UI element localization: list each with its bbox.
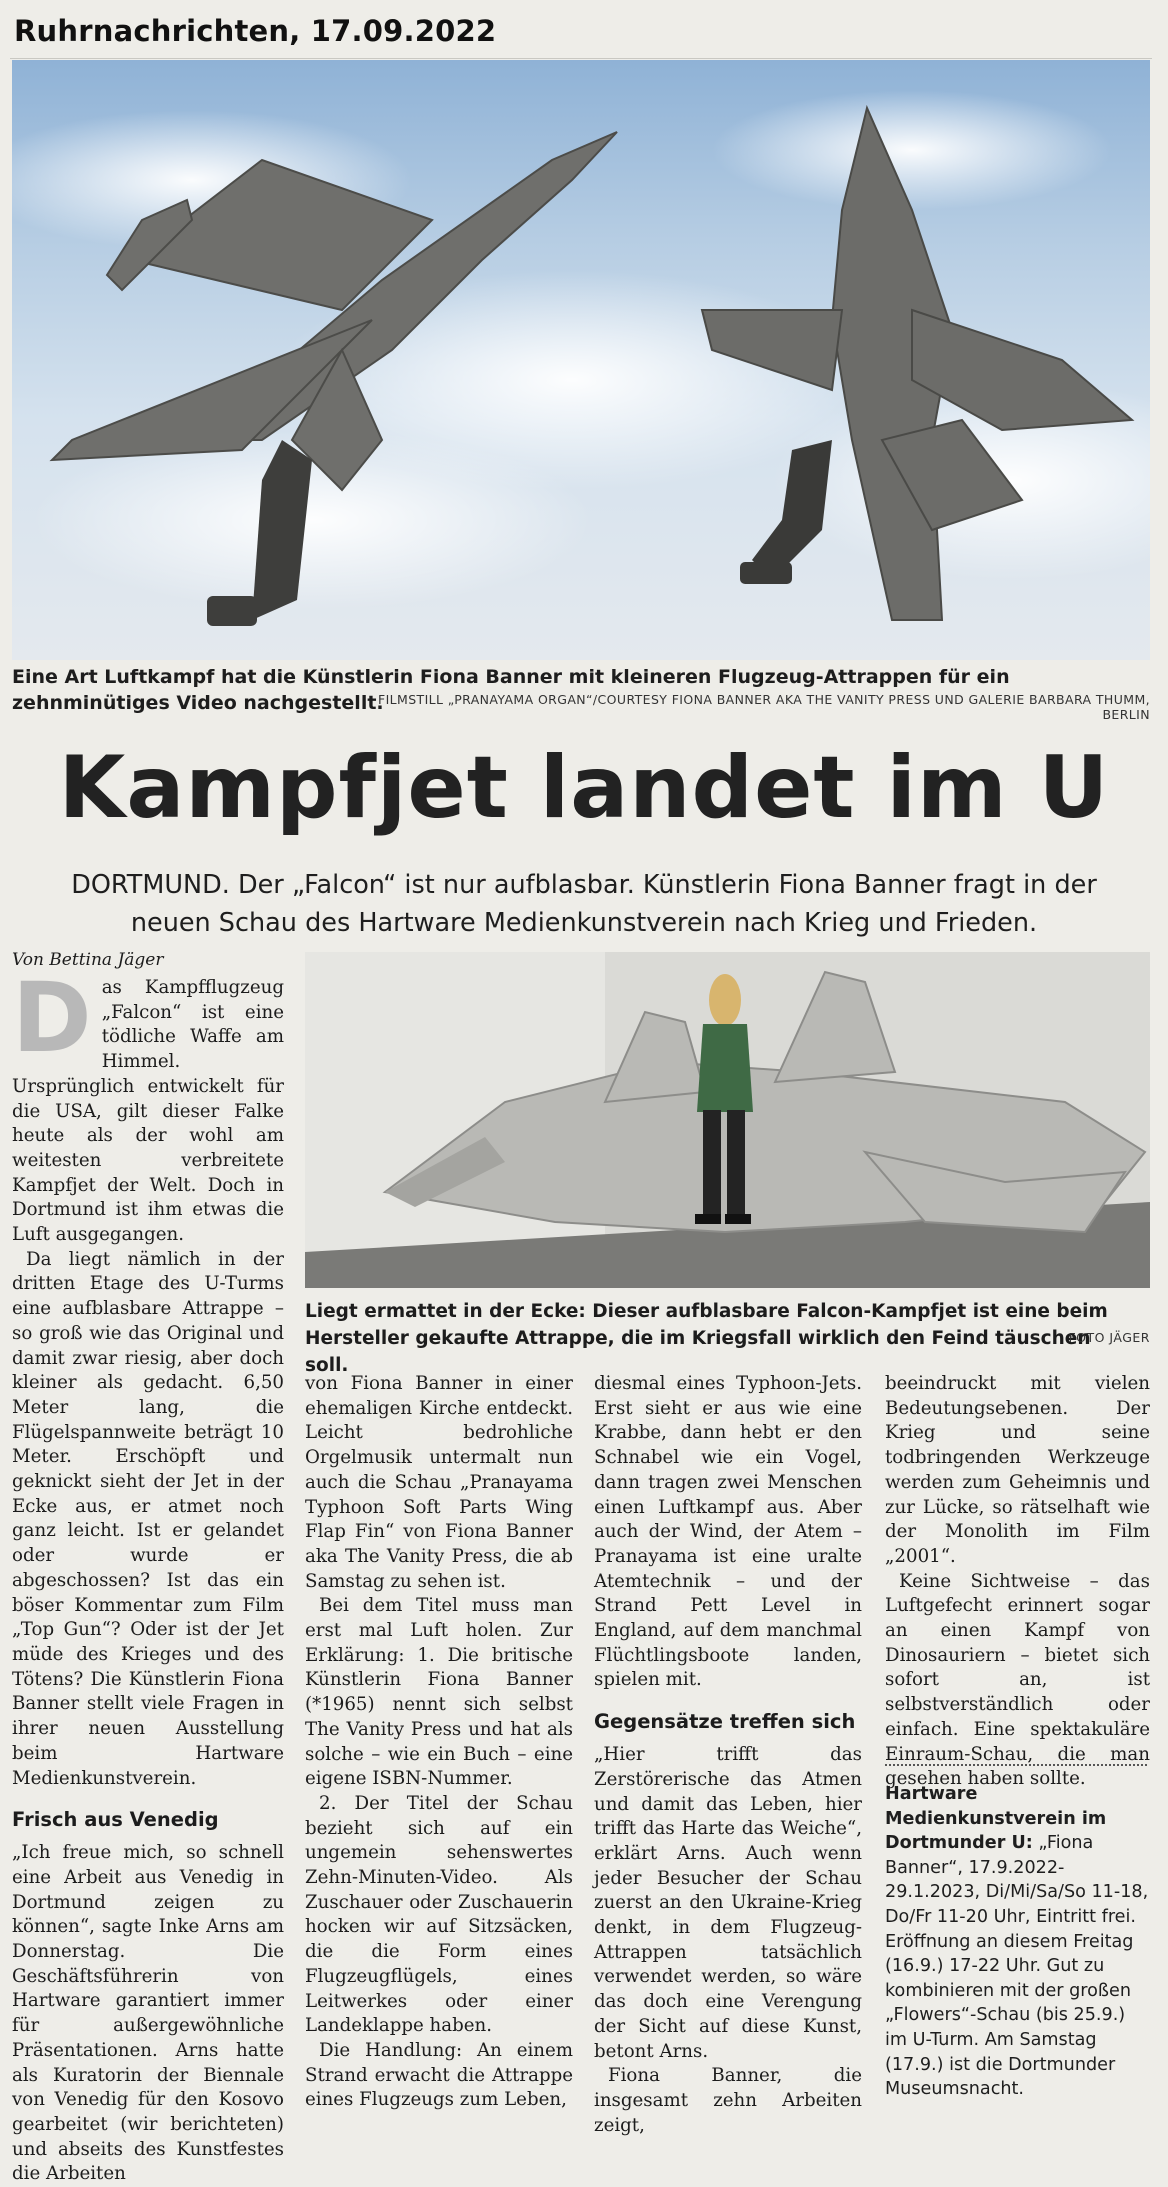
article-paragraph: Bei dem Titel muss man erst mal Luft holen. Zur Erklärung: 1. Die britische Künstlerin Fiona Banner (*1965) nennt sich selbst The Vanity Press und hat als solche – wie ein Buch – eine eigene ISBN-Nummer. xyxy=(305,1595,573,1790)
header-rule xyxy=(10,58,1152,59)
article-column-2 xyxy=(305,1372,573,2113)
gallery-photo xyxy=(305,952,1150,1288)
info-box-divider xyxy=(885,1764,1147,1766)
article-paragraph: von Fiona Banner in einer ehemaligen Kirche entdeckt. Leicht bedrohliche Orgelmusik untermalt nun auch die Schau „Pranayama Typhoon Soft Parts Wing Flap Fin“ von Fiona Banner aka The Vanity Press, die ab Samstag zu sehen ist. xyxy=(305,1373,573,1592)
article-column-1 xyxy=(12,962,284,2185)
lead-text: Der „Falcon“ ist nur aufblasbar. Künstlerin Fiona Banner fragt in der neuen Schau des Hartware Medienkunstverein nach Krieg und Frieden. xyxy=(130,870,1097,938)
info-box xyxy=(885,1782,1150,2102)
article-paragraph: Keine Sichtweise – das Luftgefecht erinnert sogar an einen Kampf von Dinosauriern – bietet sich sofort an, ist selbstverständlich oder einfach. Eine spektakuläre Einraum-Schau, die man gesehen haben sollte. xyxy=(885,1570,1150,1790)
article-column-4 xyxy=(885,1372,1150,1792)
dropcap: D xyxy=(12,962,92,1074)
top-photo-caption: Eine Art Luftkampf hat die Künstlerin Fiona Banner mit kleineren Flugzeug-Attrappen für ein zehnminütiges Video nachgestellt. xyxy=(12,666,1010,714)
article-paragraph: beeindruckt mit vielen Bedeutungsebenen. Der Krieg und seine todbringenden Werkzeuge werden zum Geheimnis und zur Lücke, so rätselhaft wie der Monolith im Film „2001“. xyxy=(885,1373,1150,1567)
lead-paragraph xyxy=(40,866,1128,942)
byline: Von Bettina Jäger xyxy=(12,950,164,970)
jets-in-sky-image xyxy=(12,60,1150,660)
article-paragraph: Das Kampfflugzeug „Falcon“ ist eine tödliche Waffe am Himmel. Ursprünglich entwickelt für die USA, gilt dieser Falke heute als der wohl am weitesten verbreitete Kampfjet der Welt. Doch in Dortmund ist ihm etwas die Luft ausgegangen. xyxy=(12,962,284,1246)
info-box-title: Hartware Medienkunstverein im Dortmunder U: xyxy=(885,1784,1107,1854)
headline: Kampfjet landet im U xyxy=(58,738,1110,838)
article-paragraph: diesmal eines Typhoon-Jets. Erst sieht er aus wie eine Krabbe, dann hebt er den Schnabel wie ein Vogel, dann tragen zwei Menschen einen Luftkampf aus. Aber auch der Wind, der Atem – Pranayama ist eine uralte Atemtechnik – und der Strand Pett Level in England, auf dem manchmal Flüchtlingsboote landen, spielen mit. xyxy=(594,1373,862,1691)
top-photo-credit: FILMSTILL „PRANAYAMA ORGAN“/COURTESY FIONA BANNER AKA THE VANITY PRESS UND GALERIE BARBARA THUMM, BERLIN xyxy=(378,692,1150,722)
top-photo xyxy=(12,60,1150,660)
subheading: Gegensätze treffen sich xyxy=(594,1710,856,1734)
deflated-jet-image xyxy=(305,952,1150,1288)
article-paragraph: Die Handlung: An einem Strand erwacht die Attrappe eines Flugzeugs zum Leben, xyxy=(305,2039,573,2111)
gallery-photo-credit: FOTO JÄGER xyxy=(1068,1330,1150,1345)
article-paragraph: „Ich freue mich, so schnell eine Arbeit aus Venedig in Dortmund zeigen zu können“, sagte Inke Arns am Donnerstag. Die Geschäftsführerin von Hartware garantiert immer für außergewöhnliche Präsentationen. Arns hatte als Kuratorin der Biennale von Venedig für den Kosovo gearbeitet (wir berichteten) und abseits des Kunstfestes die Arbeiten xyxy=(12,1842,284,2185)
info-box-text: „Fiona Banner“, 17.9.2022-29.1.2023, Di/Mi/Sa/So 11-18, Do/Fr 11-20 Uhr, Eintritt frei. Eröffnung an diesem Freitag (16.9.) 17-22 Uhr. Gut zu kombinieren mit der großen „Flowers“-Schau (bis 25.9.) im U-Turm. Am Samstag (17.9.) ist die Dortmunder Museumsnacht. xyxy=(885,1833,1149,2100)
article-paragraph: Da liegt nämlich in der dritten Etage des U-Turms eine aufblasbare Attrappe – so groß wie das Original und damit zwar riesig, aber doch kleiner als gedacht. 6,50 Meter lang, die Flügelspannweite beträgt 10 Meter. Erschöpft und geknickt sieht der Jet in der Ecke aus, er atmet noch ganz leicht. Ist er gelandet oder wurde er abgeschossen? Ist das ein böser Kommentar zum Film „Top Gun“? Oder ist der Jet müde des Krieges und des Tötens? Die Künstlerin Fiona Banner stellt viele Fragen in ihrer neuen Ausstellung beim Hartware Medienkunstverein. xyxy=(12,1248,284,1789)
dateline: DORTMUND. xyxy=(71,870,230,900)
subheading: Frisch aus Venedig xyxy=(12,1808,219,1832)
newspaper-source: Ruhrnachrichten, 17.09.2022 xyxy=(14,14,497,48)
article-paragraph: Fiona Banner, die insgesamt zehn Arbeiten zeigt, xyxy=(594,2065,862,2136)
article-paragraph: 2. Der Titel der Schau bezieht sich auf ein ungemein sehenswertes Zehn-Minuten-Video. Als Zuschauer oder Zuschauerin hocken wir auf Sitzsäcken, die die Form eines Flugzeugflügels, eines Leitwerkes oder einer Landeklappe haben. xyxy=(305,1792,573,2037)
article-paragraph: „Hier trifft das Zerstörerische das Atmen und damit das Leben, hier trifft das Harte das Weiche“, erklärt Arns. Auch wenn jeder Besucher der Schau zuerst an den Ukraine-Krieg denkt, in dem Flugzeug-Attrappen tatsächlich verwendet werden, so wäre das doch eine Verengung der Sicht auf diese Kunst, betont Arns. xyxy=(594,1744,862,2062)
article-column-3 xyxy=(594,1372,862,2138)
gallery-photo-caption: Liegt ermattet in der Ecke: Dieser aufblasbare Falcon-Kampfjet ist eine beim Hersteller gekaufte Attrappe, die im Kriegsfall wirklich den Feind täuschen soll. xyxy=(305,1301,1108,1376)
